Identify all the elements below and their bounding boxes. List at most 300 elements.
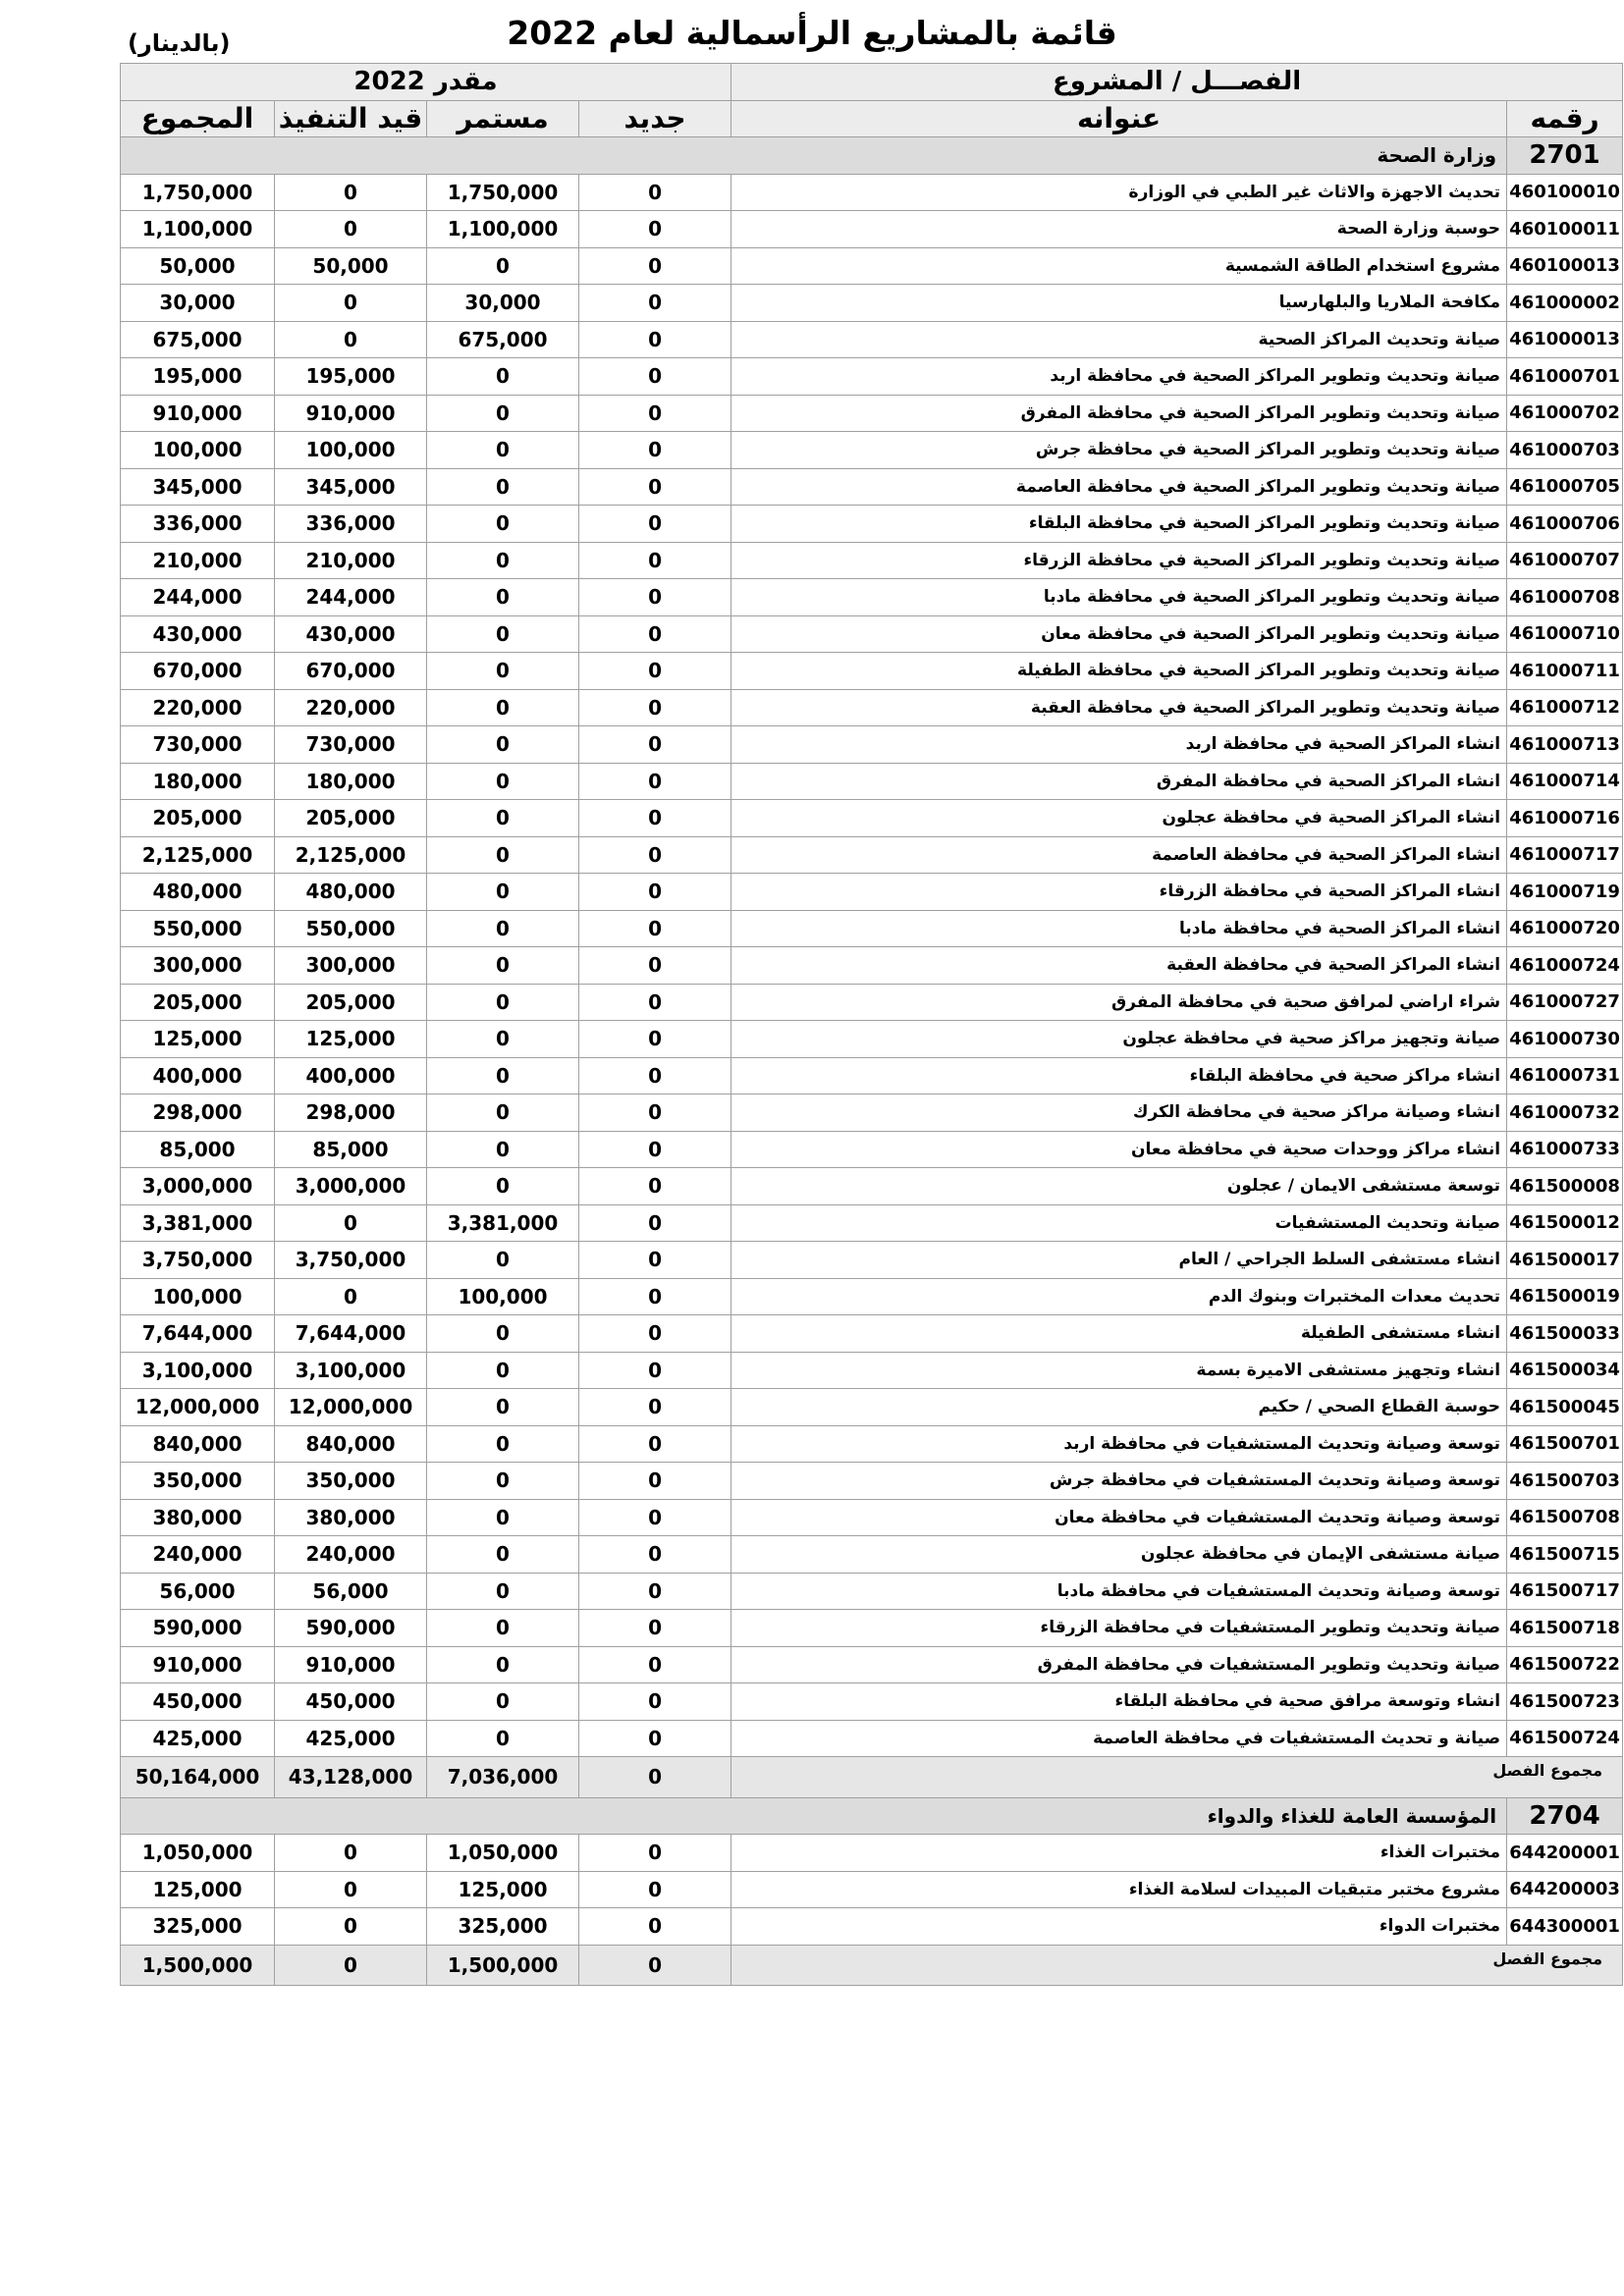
project-code-cell: 461500708 — [1507, 1499, 1623, 1536]
project-code-cell: 461000013 — [1507, 321, 1623, 358]
project-name-cell: انشاء وتجهيز مستشفى الاميرة بسمة — [731, 1352, 1507, 1389]
new-cell: 0 — [579, 506, 731, 543]
continuing-cell: 0 — [427, 1573, 579, 1610]
new-cell: 0 — [579, 1463, 731, 1500]
chapter-code: 2701 — [1507, 137, 1623, 175]
in-progress-cell: 0 — [275, 174, 427, 211]
new-cell: 0 — [579, 395, 731, 432]
in-progress-cell: 300,000 — [275, 947, 427, 985]
table-row — [121, 1131, 1623, 1168]
chapter-total-new: 0 — [579, 1945, 731, 1986]
project-name-cell: توسعة وصيانة وتحديث المستشفيات في محافظة مادبا — [731, 1573, 1507, 1610]
currency-unit: (بالدينار) — [128, 29, 231, 57]
total-cell: 298,000 — [121, 1095, 275, 1132]
total-cell: 180,000 — [121, 763, 275, 800]
project-name-cell: صيانة وتحديث وتطوير المستشفيات في محافظة المفرق — [731, 1646, 1507, 1683]
table-row — [121, 395, 1623, 432]
continuing-cell: 0 — [427, 726, 579, 764]
project-code-cell: 461500008 — [1507, 1168, 1623, 1205]
chapter-total-in-progress: 43,128,000 — [275, 1757, 427, 1798]
total-cell: 30,000 — [121, 285, 275, 322]
total-cell: 1,100,000 — [121, 211, 275, 248]
table-row — [121, 211, 1623, 248]
table-row — [121, 1242, 1623, 1279]
total-cell: 3,100,000 — [121, 1352, 275, 1389]
project-code-cell: 460100011 — [1507, 211, 1623, 248]
table-row — [121, 1168, 1623, 1205]
chapter-name: وزارة الصحة — [121, 137, 1507, 175]
table-row — [121, 1425, 1623, 1463]
new-cell: 0 — [579, 1908, 731, 1946]
project-name-cell: صيانة و تحديث المستشفيات في محافظة العاصمة — [731, 1720, 1507, 1757]
total-cell: 125,000 — [121, 1021, 275, 1058]
in-progress-cell: 0 — [275, 1204, 427, 1242]
table-row — [121, 1683, 1623, 1721]
col-in-progress-header: قيد التنفيذ — [275, 100, 427, 137]
project-code-cell: 461500045 — [1507, 1389, 1623, 1426]
in-progress-cell: 0 — [275, 1278, 427, 1315]
project-name-cell: توسعة وصيانة وتحديث المستشفيات في محافظة اربد — [731, 1425, 1507, 1463]
new-cell: 0 — [579, 874, 731, 911]
total-cell: 336,000 — [121, 506, 275, 543]
total-cell: 100,000 — [121, 432, 275, 469]
new-cell: 0 — [579, 1646, 731, 1683]
project-name-cell: توسعة وصيانة وتحديث المستشفيات في محافظة معان — [731, 1499, 1507, 1536]
project-code-cell: 461000710 — [1507, 615, 1623, 653]
in-progress-cell: 840,000 — [275, 1425, 427, 1463]
project-code-cell: 461000733 — [1507, 1131, 1623, 1168]
project-name-cell: انشاء مراكز ووحدات صحية في محافظة معان — [731, 1131, 1507, 1168]
continuing-cell: 0 — [427, 1610, 579, 1647]
in-progress-cell: 345,000 — [275, 468, 427, 506]
in-progress-cell: 0 — [275, 1835, 427, 1872]
total-cell: 56,000 — [121, 1573, 275, 1610]
total-cell: 325,000 — [121, 1908, 275, 1946]
table-row — [121, 1204, 1623, 1242]
project-code-cell: 461500033 — [1507, 1315, 1623, 1353]
in-progress-cell: 3,750,000 — [275, 1242, 427, 1279]
in-progress-cell: 0 — [275, 1871, 427, 1908]
in-progress-cell: 205,000 — [275, 984, 427, 1021]
table-row — [121, 358, 1623, 396]
chapter-header-row — [121, 1797, 1623, 1835]
col-total-header: المجموع — [121, 100, 275, 137]
table-row — [121, 763, 1623, 800]
total-cell: 3,000,000 — [121, 1168, 275, 1205]
table-row — [121, 1463, 1623, 1500]
new-cell: 0 — [579, 689, 731, 726]
continuing-cell: 0 — [427, 1095, 579, 1132]
table-row — [121, 1499, 1623, 1536]
chapter-total-sum: 1,500,000 — [121, 1945, 275, 1986]
continuing-cell: 0 — [427, 1720, 579, 1757]
in-progress-cell: 590,000 — [275, 1610, 427, 1647]
new-cell: 0 — [579, 285, 731, 322]
project-name-cell: توسعة مستشفى الايمان / عجلون — [731, 1168, 1507, 1205]
total-cell: 675,000 — [121, 321, 275, 358]
new-cell: 0 — [579, 1683, 731, 1721]
new-cell: 0 — [579, 1352, 731, 1389]
continuing-cell: 0 — [427, 874, 579, 911]
continuing-cell: 0 — [427, 506, 579, 543]
in-progress-cell: 12,000,000 — [275, 1389, 427, 1426]
project-name-cell: انشاء المراكز الصحية في محافظة اربد — [731, 726, 1507, 764]
continuing-cell: 0 — [427, 1168, 579, 1205]
table-row — [121, 910, 1623, 947]
project-name-cell: صيانة وتحديث وتطوير المراكز الصحية في محافظة اربد — [731, 358, 1507, 396]
project-name-cell: صيانة وتحديث وتطوير المراكز الصحية في محافظة الزرقاء — [731, 542, 1507, 579]
total-cell: 210,000 — [121, 542, 275, 579]
project-code-cell: 461500718 — [1507, 1610, 1623, 1647]
total-cell: 195,000 — [121, 358, 275, 396]
in-progress-cell: 85,000 — [275, 1131, 427, 1168]
continuing-cell: 0 — [427, 1315, 579, 1353]
table-row — [121, 836, 1623, 874]
continuing-cell: 0 — [427, 910, 579, 947]
total-cell: 240,000 — [121, 1536, 275, 1574]
table-row — [121, 1315, 1623, 1353]
project-code-cell: 461000707 — [1507, 542, 1623, 579]
total-cell: 2,125,000 — [121, 836, 275, 874]
new-cell: 0 — [579, 174, 731, 211]
table-row — [121, 468, 1623, 506]
project-name-cell: انشاء مراكز صحية في محافظة البلقاء — [731, 1057, 1507, 1095]
table-row — [121, 984, 1623, 1021]
project-code-cell: 461000712 — [1507, 689, 1623, 726]
chapter-total-row — [121, 1945, 1623, 1986]
continuing-cell: 0 — [427, 947, 579, 985]
continuing-cell: 0 — [427, 1536, 579, 1574]
total-cell: 205,000 — [121, 984, 275, 1021]
continuing-cell: 0 — [427, 395, 579, 432]
total-cell: 1,750,000 — [121, 174, 275, 211]
continuing-cell: 0 — [427, 468, 579, 506]
project-name-cell: مختبرات الدواء — [731, 1908, 1507, 1946]
total-cell: 12,000,000 — [121, 1389, 275, 1426]
project-code-cell: 644200003 — [1507, 1871, 1623, 1908]
project-name-cell: انشاء المراكز الصحية في محافظة العقبة — [731, 947, 1507, 985]
project-name-cell: توسعة وصيانة وتحديث المستشفيات في محافظة جرش — [731, 1463, 1507, 1500]
chapter-total-continuing: 7,036,000 — [427, 1757, 579, 1798]
chapter-code: 2704 — [1507, 1797, 1623, 1835]
table-row — [121, 1835, 1623, 1872]
in-progress-cell: 0 — [275, 285, 427, 322]
total-cell: 100,000 — [121, 1278, 275, 1315]
table-row — [121, 1095, 1623, 1132]
in-progress-cell: 210,000 — [275, 542, 427, 579]
continuing-cell: 0 — [427, 763, 579, 800]
continuing-cell: 3,381,000 — [427, 1204, 579, 1242]
table-row — [121, 579, 1623, 616]
project-name-cell: صيانة وتحديث وتطوير المراكز الصحية في محافظة معان — [731, 615, 1507, 653]
in-progress-cell: 550,000 — [275, 910, 427, 947]
project-name-cell: مكافحة الملاريا والبلهارسيا — [731, 285, 1507, 322]
project-name-cell: صيانة وتحديث وتطوير المراكز الصحية في محافظة مادبا — [731, 579, 1507, 616]
in-progress-cell: 336,000 — [275, 506, 427, 543]
project-name-cell: انشاء المراكز الصحية في محافظة مادبا — [731, 910, 1507, 947]
page-title: قائمة بالمشاريع الرأسمالية لعام 2022 — [507, 14, 1117, 52]
continuing-cell: 0 — [427, 800, 579, 837]
new-cell: 0 — [579, 1835, 731, 1872]
chapter-project-header: الفصـــل / المشروع — [731, 64, 1623, 101]
total-cell: 220,000 — [121, 689, 275, 726]
chapter-total-in-progress: 0 — [275, 1945, 427, 1986]
table-row — [121, 1646, 1623, 1683]
project-code-cell: 461000713 — [1507, 726, 1623, 764]
in-progress-cell: 480,000 — [275, 874, 427, 911]
chapter-header-row — [121, 137, 1623, 175]
total-cell: 840,000 — [121, 1425, 275, 1463]
continuing-cell: 0 — [427, 1646, 579, 1683]
total-cell: 125,000 — [121, 1871, 275, 1908]
project-code-cell: 461500017 — [1507, 1242, 1623, 1279]
in-progress-cell: 910,000 — [275, 395, 427, 432]
continuing-cell: 0 — [427, 615, 579, 653]
in-progress-cell: 100,000 — [275, 432, 427, 469]
project-code-cell: 461000720 — [1507, 910, 1623, 947]
total-cell: 910,000 — [121, 395, 275, 432]
continuing-cell: 0 — [427, 836, 579, 874]
project-code-cell: 461500723 — [1507, 1683, 1623, 1721]
project-name-cell: حوسبة القطاع الصحي / حكيم — [731, 1389, 1507, 1426]
continuing-cell: 125,000 — [427, 1871, 579, 1908]
project-name-cell: انشاء وصيانة مراكز صحية في محافظة الكرك — [731, 1095, 1507, 1132]
table-row — [121, 1278, 1623, 1315]
chapter-total-sum: 50,164,000 — [121, 1757, 275, 1798]
in-progress-cell: 450,000 — [275, 1683, 427, 1721]
continuing-cell: 0 — [427, 1352, 579, 1389]
table-row — [121, 432, 1623, 469]
in-progress-cell: 430,000 — [275, 615, 427, 653]
project-code-cell: 461000002 — [1507, 285, 1623, 322]
table-row — [121, 1871, 1623, 1908]
continuing-cell: 325,000 — [427, 1908, 579, 1946]
new-cell: 0 — [579, 247, 731, 285]
total-cell: 910,000 — [121, 1646, 275, 1683]
project-code-cell: 461000731 — [1507, 1057, 1623, 1095]
new-cell: 0 — [579, 1425, 731, 1463]
continuing-cell: 0 — [427, 542, 579, 579]
table-row — [121, 653, 1623, 690]
total-cell: 450,000 — [121, 1683, 275, 1721]
in-progress-cell: 0 — [275, 211, 427, 248]
new-cell: 0 — [579, 321, 731, 358]
in-progress-cell: 7,644,000 — [275, 1315, 427, 1353]
col-new-header: جديد — [579, 100, 731, 137]
project-code-cell: 461000724 — [1507, 947, 1623, 985]
project-name-cell: صيانة وتحديث وتطوير المراكز الصحية في محافظة العقبة — [731, 689, 1507, 726]
new-cell: 0 — [579, 1278, 731, 1315]
continuing-cell: 675,000 — [427, 321, 579, 358]
project-code-cell: 461000730 — [1507, 1021, 1623, 1058]
new-cell: 0 — [579, 800, 731, 837]
new-cell: 0 — [579, 763, 731, 800]
table-row — [121, 1057, 1623, 1095]
total-cell: 590,000 — [121, 1610, 275, 1647]
project-name-cell: مختبرات الغذاء — [731, 1835, 1507, 1872]
project-name-cell: تحديث معدات المختبرات وبنوك الدم — [731, 1278, 1507, 1315]
project-code-cell: 461000708 — [1507, 579, 1623, 616]
continuing-cell: 0 — [427, 247, 579, 285]
project-name-cell: صيانة وتحديث وتطوير المراكز الصحية في محافظة المفرق — [731, 395, 1507, 432]
project-name-cell: انشاء مستشفى الطفيلة — [731, 1315, 1507, 1353]
new-cell: 0 — [579, 947, 731, 985]
in-progress-cell: 730,000 — [275, 726, 427, 764]
continuing-cell: 0 — [427, 1499, 579, 1536]
continuing-cell: 0 — [427, 1463, 579, 1500]
project-name-cell: مشروع استخدام الطاقة الشمسية — [731, 247, 1507, 285]
new-cell: 0 — [579, 358, 731, 396]
project-name-cell: صيانة وتحديث وتطوير المراكز الصحية في محافظة جرش — [731, 432, 1507, 469]
project-code-cell: 461000706 — [1507, 506, 1623, 543]
table-row — [121, 1610, 1623, 1647]
in-progress-cell: 56,000 — [275, 1573, 427, 1610]
total-cell: 350,000 — [121, 1463, 275, 1500]
in-progress-cell: 425,000 — [275, 1720, 427, 1757]
project-name-cell: انشاء المراكز الصحية في محافظة عجلون — [731, 800, 1507, 837]
chapter-total-label: مجموع الفصل — [731, 1945, 1623, 1986]
project-code-cell: 461000727 — [1507, 984, 1623, 1021]
in-progress-cell: 244,000 — [275, 579, 427, 616]
col-number-header: رقمه — [1507, 100, 1623, 137]
continuing-cell: 1,100,000 — [427, 211, 579, 248]
new-cell: 0 — [579, 1499, 731, 1536]
new-cell: 0 — [579, 1871, 731, 1908]
continuing-cell: 0 — [427, 1021, 579, 1058]
in-progress-cell: 220,000 — [275, 689, 427, 726]
table-row — [121, 1720, 1623, 1757]
new-cell: 0 — [579, 1242, 731, 1279]
continuing-cell: 0 — [427, 1425, 579, 1463]
total-cell: 7,644,000 — [121, 1315, 275, 1353]
continuing-cell: 0 — [427, 1683, 579, 1721]
continuing-cell: 0 — [427, 689, 579, 726]
project-code-cell: 461500724 — [1507, 1720, 1623, 1757]
total-cell: 730,000 — [121, 726, 275, 764]
project-code-cell: 461000701 — [1507, 358, 1623, 396]
new-cell: 0 — [579, 1536, 731, 1574]
continuing-cell: 100,000 — [427, 1278, 579, 1315]
project-name-cell: انشاء وتوسعة مرافق صحية في محافظة البلقاء — [731, 1683, 1507, 1721]
project-code-cell: 460100013 — [1507, 247, 1623, 285]
total-cell: 50,000 — [121, 247, 275, 285]
continuing-cell: 1,050,000 — [427, 1835, 579, 1872]
project-code-cell: 461000719 — [1507, 874, 1623, 911]
continuing-cell: 0 — [427, 579, 579, 616]
continuing-cell: 0 — [427, 1242, 579, 1279]
project-code-cell: 461500034 — [1507, 1352, 1623, 1389]
new-cell: 0 — [579, 211, 731, 248]
project-code-cell: 461000714 — [1507, 763, 1623, 800]
table-row — [121, 1021, 1623, 1058]
continuing-cell: 1,750,000 — [427, 174, 579, 211]
project-code-cell: 644200001 — [1507, 1835, 1623, 1872]
new-cell: 0 — [579, 653, 731, 690]
project-name-cell: صيانة وتجهيز مراكز صحية في محافظة عجلون — [731, 1021, 1507, 1058]
header-row-columns — [121, 100, 1623, 137]
in-progress-cell: 910,000 — [275, 1646, 427, 1683]
new-cell: 0 — [579, 1573, 731, 1610]
total-cell: 205,000 — [121, 800, 275, 837]
estimate-header: مقدر 2022 — [121, 64, 731, 101]
continuing-cell: 0 — [427, 1131, 579, 1168]
project-name-cell: حوسبة وزارة الصحة — [731, 211, 1507, 248]
new-cell: 0 — [579, 1720, 731, 1757]
new-cell: 0 — [579, 579, 731, 616]
in-progress-cell: 2,125,000 — [275, 836, 427, 874]
total-cell: 400,000 — [121, 1057, 275, 1095]
project-code-cell: 461500012 — [1507, 1204, 1623, 1242]
new-cell: 0 — [579, 984, 731, 1021]
table-row — [121, 615, 1623, 653]
total-cell: 430,000 — [121, 615, 275, 653]
in-progress-cell: 350,000 — [275, 1463, 427, 1500]
project-name-cell: انشاء المراكز الصحية في محافظة الزرقاء — [731, 874, 1507, 911]
in-progress-cell: 3,000,000 — [275, 1168, 427, 1205]
new-cell: 0 — [579, 910, 731, 947]
new-cell: 0 — [579, 542, 731, 579]
table-row — [121, 1352, 1623, 1389]
in-progress-cell: 195,000 — [275, 358, 427, 396]
project-code-cell: 461500703 — [1507, 1463, 1623, 1500]
table-row — [121, 285, 1623, 322]
in-progress-cell: 125,000 — [275, 1021, 427, 1058]
continuing-cell: 0 — [427, 1057, 579, 1095]
project-code-cell: 461000705 — [1507, 468, 1623, 506]
project-code-cell: 461000703 — [1507, 432, 1623, 469]
chapter-name: المؤسسة العامة للغذاء والدواء — [121, 1797, 1507, 1835]
project-name-cell: مشروع مختبر متبقيات المبيدات لسلامة الغذاء — [731, 1871, 1507, 1908]
project-code-cell: 460100010 — [1507, 174, 1623, 211]
in-progress-cell: 0 — [275, 321, 427, 358]
project-name-cell: انشاء المراكز الصحية في محافظة المفرق — [731, 763, 1507, 800]
total-cell: 380,000 — [121, 1499, 275, 1536]
new-cell: 0 — [579, 1610, 731, 1647]
in-progress-cell: 670,000 — [275, 653, 427, 690]
header-row-top — [121, 64, 1623, 101]
new-cell: 0 — [579, 1204, 731, 1242]
project-name-cell: شراء اراضي لمرافق صحية في محافظة المفرق — [731, 984, 1507, 1021]
project-code-cell: 461000717 — [1507, 836, 1623, 874]
table-row — [121, 247, 1623, 285]
total-cell: 550,000 — [121, 910, 275, 947]
project-name-cell: انشاء المراكز الصحية في محافظة العاصمة — [731, 836, 1507, 874]
total-cell: 480,000 — [121, 874, 275, 911]
in-progress-cell: 50,000 — [275, 247, 427, 285]
total-cell: 1,050,000 — [121, 1835, 275, 1872]
project-code-cell: 461500715 — [1507, 1536, 1623, 1574]
in-progress-cell: 380,000 — [275, 1499, 427, 1536]
in-progress-cell: 3,100,000 — [275, 1352, 427, 1389]
total-cell: 3,381,000 — [121, 1204, 275, 1242]
total-cell: 300,000 — [121, 947, 275, 985]
project-code-cell: 461500019 — [1507, 1278, 1623, 1315]
table-row — [121, 800, 1623, 837]
chapter-total-new: 0 — [579, 1757, 731, 1798]
in-progress-cell: 298,000 — [275, 1095, 427, 1132]
total-cell: 345,000 — [121, 468, 275, 506]
continuing-cell: 0 — [427, 1389, 579, 1426]
new-cell: 0 — [579, 1315, 731, 1353]
table-row — [121, 947, 1623, 985]
project-name-cell: تحديث الاجهزة والاثاث غير الطبي في الوزارة — [731, 174, 1507, 211]
table-row — [121, 874, 1623, 911]
continuing-cell: 0 — [427, 984, 579, 1021]
chapter-total-row — [121, 1757, 1623, 1798]
in-progress-cell: 240,000 — [275, 1536, 427, 1574]
table-row — [121, 689, 1623, 726]
total-cell: 85,000 — [121, 1131, 275, 1168]
